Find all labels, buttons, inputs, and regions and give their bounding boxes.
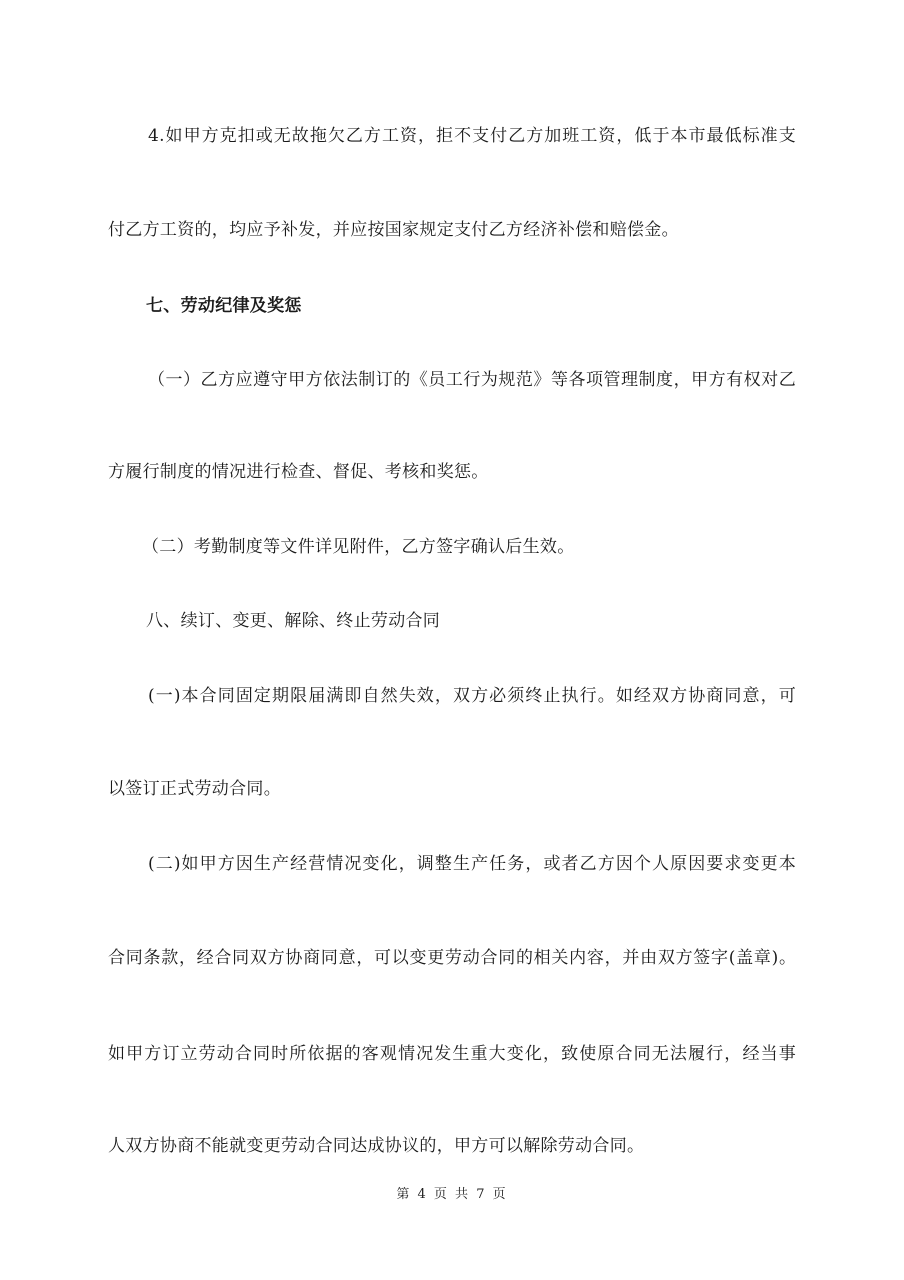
section-heading: 七、劳动纪律及奖惩 [146, 296, 302, 316]
paragraph-line: 人双方协商不能就变更劳动合同达成协议的，甲方可以解除劳动合同。 [108, 1136, 645, 1156]
paragraph-line: 合同条款，经合同双方协商同意，可以变更劳动合同的相关内容，并由双方签字(盖章)。 [108, 948, 796, 968]
paragraph-line: 方履行制度的情况进行检查、督促、考核和奖惩。 [108, 462, 489, 482]
paragraph-line: 付乙方工资的，均应予补发，并应按国家规定支付乙方经济补偿和赔偿金。 [108, 220, 679, 240]
page-number-footer: 第 4 页 共 7 页 [396, 1187, 508, 1202]
paragraph-line: 以签订正式劳动合同。 [108, 779, 281, 799]
paragraph-line: 如甲方订立劳动合同时所依据的客观情况发生重大变化，致使原合同无法履行，经当事 [108, 1044, 796, 1064]
paragraph-line: 4.如甲方克扣或无故拖欠乙方工资，拒不支付乙方加班工资，低于本市最低标准支 [148, 126, 796, 146]
paragraph-line: (一)本合同固定期限届满即自然失效，双方必须终止执行。如经双方协商同意，可 [148, 686, 796, 706]
paragraph-line: （二）考勤制度等文件详见附件，乙方签字确认后生效。 [142, 537, 575, 557]
section-heading: 八、续订、变更、解除、终止劳动合同 [146, 611, 441, 631]
paragraph-line: （一）乙方应遵守甲方依法制订的《员工行为规范》等各项管理制度，甲方有权对乙 [148, 370, 796, 390]
paragraph-line: (二)如甲方因生产经营情况变化，调整生产任务，或者乙方因个人原因要求变更本 [148, 854, 796, 874]
